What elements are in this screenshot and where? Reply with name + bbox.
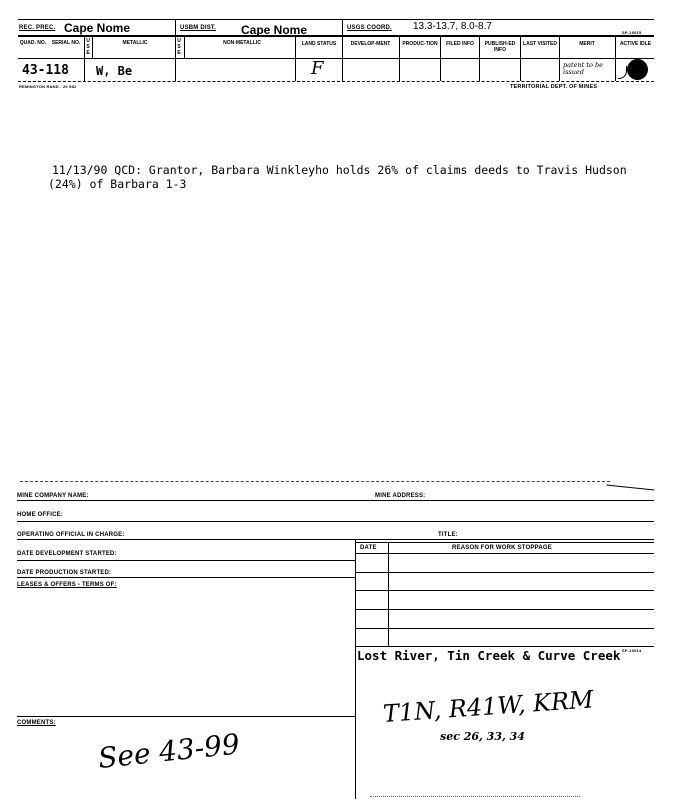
table-rule bbox=[355, 590, 654, 591]
row-rule bbox=[17, 539, 654, 540]
handwritten-sections: sec 26, 33, 34 bbox=[440, 730, 525, 743]
table-rule bbox=[355, 628, 654, 629]
col-development: DEVELOP-MENT bbox=[350, 41, 391, 47]
col-use-nonmetallic: U S E bbox=[177, 38, 181, 56]
column-header-rule bbox=[18, 58, 654, 59]
leases-offers-label: LEASES & OFFERS - TERMS OF: bbox=[17, 582, 117, 588]
usgs-coord-value: 13.3-13.7, 8.0-8.7 bbox=[413, 21, 492, 32]
col-filed-info: FILED INFO bbox=[446, 41, 474, 47]
col-serial-no: SERIAL NO. bbox=[51, 40, 81, 46]
table-rule bbox=[355, 646, 654, 647]
date-prod-started-label: DATE PRODUCTION STARTED: bbox=[17, 570, 112, 576]
usbm-dist-label: USBM DIST. bbox=[180, 25, 217, 31]
rec-prec-label: REC. PREC. bbox=[19, 25, 56, 31]
comments-label: COMMENTS: bbox=[17, 720, 56, 726]
col-divider bbox=[175, 19, 176, 81]
table-rule bbox=[355, 572, 654, 573]
col-land-status: LAND STATUS bbox=[301, 41, 337, 47]
form-number-top: SP-10015 bbox=[622, 30, 642, 35]
row-rule bbox=[17, 560, 355, 561]
quad-serial-value: 43-118 bbox=[22, 63, 69, 78]
row-rule bbox=[17, 577, 355, 578]
curved-edge bbox=[606, 485, 655, 499]
note-line-2: (24%) of Barbara 1-3 bbox=[48, 177, 187, 191]
table-rule bbox=[355, 609, 654, 610]
idle-mark bbox=[618, 66, 627, 79]
col-metallic: METALLIC bbox=[122, 40, 148, 46]
form-number-bottom: SP-10014 bbox=[622, 648, 642, 653]
handwritten-comment: See 43-99 bbox=[96, 727, 242, 775]
col-non-metallic: NON-METALLIC bbox=[223, 40, 261, 46]
date-col-header: DATE bbox=[360, 545, 377, 551]
location-typed: Lost River, Tin Creek & Curve Creek bbox=[357, 648, 621, 663]
footer-small-left: REMINGTON RAND - 20 982 bbox=[19, 84, 77, 89]
col-published-info: PUBLISH-ED INFO bbox=[484, 41, 516, 53]
handwritten-township: T1N, R41W, KRM bbox=[382, 685, 595, 728]
mine-address-label: MINE ADDRESS: bbox=[375, 493, 426, 499]
record-bottom-rule bbox=[18, 81, 654, 82]
col-active-idle: ACTIVE IDLE bbox=[619, 41, 652, 47]
edge-mark bbox=[355, 760, 356, 778]
title-label: TITLE: bbox=[438, 532, 458, 538]
active-idle-dot bbox=[627, 59, 648, 80]
col-divider bbox=[92, 36, 93, 58]
header-top-rule bbox=[18, 19, 654, 20]
table-rule bbox=[355, 553, 654, 554]
col-divider bbox=[342, 19, 343, 81]
table-col-divider bbox=[388, 542, 389, 646]
usgs-coord-label: USGS COORD. bbox=[347, 25, 392, 31]
col-use-metallic: U S E bbox=[86, 38, 90, 56]
lower-form-top-rule bbox=[20, 481, 610, 482]
land-status-value: F bbox=[311, 58, 324, 79]
merit-note: patent to be issued bbox=[563, 61, 603, 76]
operating-official-label: OPERATING OFFICIAL IN CHARGE: bbox=[17, 532, 125, 538]
home-office-label: HOME OFFICE: bbox=[17, 512, 64, 518]
date-dev-started-label: DATE DEVELOPMENT STARTED: bbox=[17, 551, 117, 557]
mine-company-name-label: MINE COMPANY NAME: bbox=[17, 493, 89, 499]
record-name-value: W, Be bbox=[96, 64, 133, 78]
note-line-1: 11/13/90 QCD: Grantor, Barbara Winkleyho holds 26% of claims deeds to Travis Hudson bbox=[52, 163, 627, 177]
col-divider bbox=[184, 36, 185, 58]
col-quad-no: QUAD. NO. bbox=[19, 40, 47, 46]
row-rule bbox=[17, 500, 654, 501]
bottom-dots bbox=[370, 796, 580, 797]
row-rule bbox=[17, 521, 654, 522]
rec-prec-value: Cape Nome bbox=[64, 21, 131, 35]
table-rule bbox=[355, 542, 654, 543]
footer-small-right: TERRITORIAL DEPT. OF MINES bbox=[510, 84, 598, 90]
usbm-dist-value: Cape Nome bbox=[241, 23, 308, 37]
comments-rule bbox=[17, 716, 355, 717]
reason-col-header: REASON FOR WORK STOPPAGE bbox=[452, 545, 552, 551]
col-production: PRODUC-TION bbox=[402, 41, 438, 47]
col-last-visited: LAST VISITED bbox=[523, 41, 557, 47]
col-merit: MERIT bbox=[579, 41, 595, 47]
